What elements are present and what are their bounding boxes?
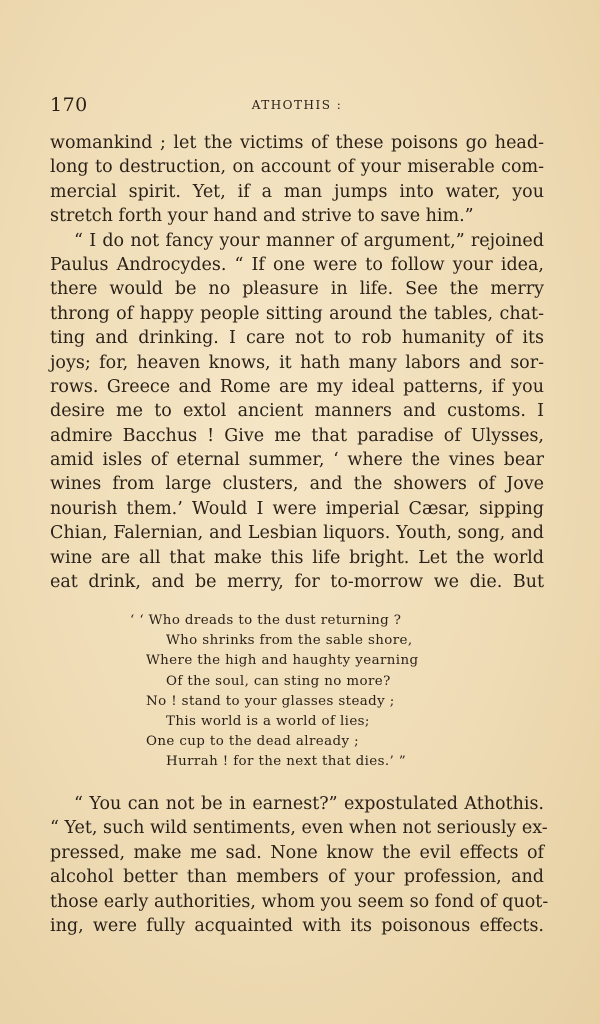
page-header [50, 94, 544, 120]
text-line: eat drink, and be merry, for to-morrow we die. But [50, 572, 544, 593]
main-text-block [50, 131, 544, 594]
text-line: alcohol better than members of your profession, and [50, 867, 544, 888]
text-line: Chian, Falernian, and Lesbian liquors. Youth, song, and [50, 523, 544, 544]
text-line: rows. Greece and Rome are my ideal patterns, if you [50, 376, 544, 397]
text-line: long to destruction, on account of your miserable com- [50, 157, 544, 178]
poem-line: Where the high and haughty yearning [146, 653, 419, 669]
text-line: nourish them.’ Would I were imperial Cæsar, sipping [50, 498, 544, 519]
text-line: Paulus Androcydes. “ If one were to follow your idea, [50, 254, 544, 275]
text-line: there would be no pleasure in life. See the merry [50, 279, 544, 300]
quoted-poem [130, 611, 460, 773]
text-line: wine are all that make this life bright. Let the world [50, 547, 544, 568]
poem-line: One cup to the dead already ; [146, 734, 360, 750]
page-number: 170 [50, 94, 88, 116]
text-line: joys; for, heaven knows, it hath many labors and sor- [50, 352, 544, 373]
poem-line: Of the soul, can sting no more? [166, 673, 391, 689]
text-line: amid isles of eternal summer, ‘ where the vines bear [50, 450, 544, 471]
text-line: womankind ; let the victims of these poisons go head- [50, 133, 544, 153]
text-line: “ I do not fancy your manner of argument,” rejoined [74, 230, 544, 251]
text-line: throng of happy people sitting around the tables, chat- [50, 303, 544, 324]
poem-line: Hurrah ! for the next that dies.’ ” [166, 754, 407, 770]
text-line: “ You can not be in earnest?” expostulated Athothis. [74, 794, 544, 814]
closing-text-block [50, 792, 549, 938]
text-line: mercial spirit. Yet, if a man jumps into water, you [50, 181, 544, 202]
text-line: those early authorities, whom you seem so fond of quot- [50, 891, 549, 912]
text-line: stretch forth your hand and strive to save him.” [50, 206, 474, 227]
poem-line: Who shrinks from the sable shore, [166, 633, 413, 649]
text-line: “ Yet, such wild sentiments, even when not seriously ex- [50, 818, 548, 839]
poem-line: ‘ ‘ Who dreads to the dust returning ? [130, 613, 402, 628]
text-line: desire me to extol ancient manners and customs. I [50, 401, 544, 422]
running-title: ATHOTHIS : [251, 98, 343, 112]
poem-line: This world is a world of lies; [166, 713, 370, 729]
text-line: ting and drinking. I care not to rob humanity of its [50, 328, 544, 349]
poem-line: No ! stand to your glasses steady ; [146, 693, 395, 709]
text-line: admire Bacchus ! Give me that paradise of Ulysses, [50, 425, 544, 446]
text-line: wines from large clusters, and the showers of Jove [50, 474, 544, 495]
text-line: pressed, make me sad. None know the evil effects of [50, 842, 544, 863]
text-line: ing, were fully acquainted with its poisonous effects. [50, 915, 544, 936]
